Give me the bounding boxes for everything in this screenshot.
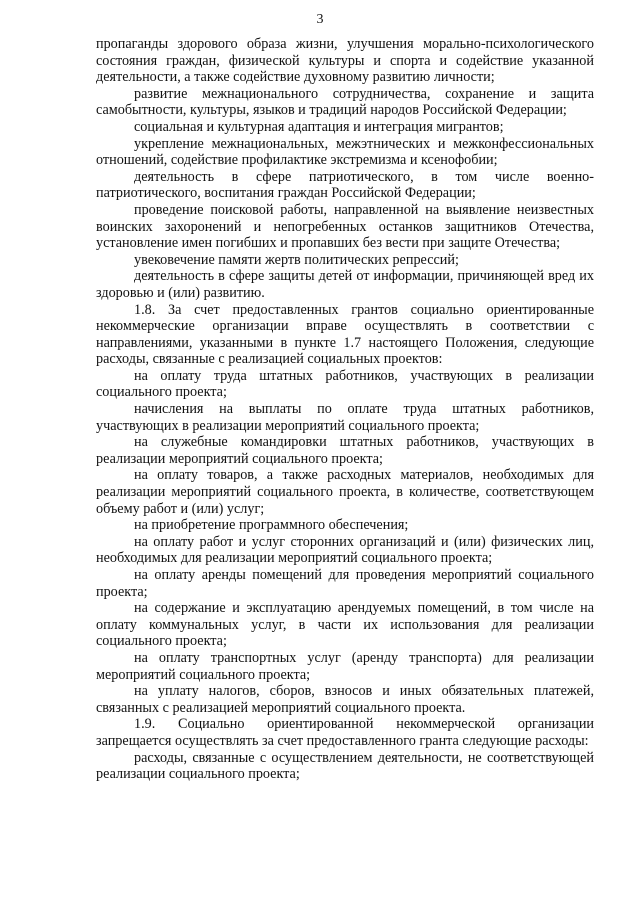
- section-paragraph-1-9: 1.9. Социально ориентированной некоммерческой организации запрещается осуществлять за счет предоставленного гранта следующие расходы:: [96, 716, 594, 749]
- paragraph: на оплату аренды помещений для проведения мероприятий социального проекта;: [96, 567, 594, 600]
- paragraph: развитие межнационального сотрудничества, сохранение и защита самобытности, культуры, языков и традиций народов Российской Федерации;: [96, 85, 594, 119]
- paragraph: деятельность в сфере защиты детей от информации, причиняющей вред их здоровью и (или) развитию.: [96, 268, 594, 301]
- paragraph: на оплату работ и услуг сторонних организаций и (или) физических лиц, необходимых для реализации мероприятий социального проекта;: [96, 533, 594, 567]
- paragraph: увековечение памяти жертв политических репрессий;: [134, 251, 459, 268]
- document-body: [96, 36, 594, 783]
- paragraph: на оплату транспортных услуг (аренду транспорта) для реализации мероприятий социального проекта;: [96, 649, 594, 683]
- page-number: 3: [316, 12, 324, 27]
- paragraph: пропаганды здорового образа жизни, улучшения морально-психологического состояния граждан, физической культуры и спорта и содействие указанной деятельности, а также содействие духовному развитию личности;: [96, 36, 594, 86]
- paragraph: деятельность в сфере патриотического, в том числе военно-патриотического, воспитания граждан Российской Федерации;: [96, 168, 594, 202]
- paragraph: проведение поисковой работы, направленной на выявление неизвестных воинских захоронений и непогребенных останков защитников Отечества, установление имен погибших и пропавших без вести при защите Отечества;: [96, 201, 594, 252]
- paragraph: на содержание и эксплуатацию арендуемых помещений, в том числе на оплату коммунальных услуг, в части их использования для реализации социального проекта;: [96, 600, 594, 650]
- paragraph: расходы, связанные с осуществлением деятельности, не соответствующей реализации социального проекта;: [96, 749, 594, 783]
- paragraph: социальная и культурная адаптация и интеграция мигрантов;: [134, 118, 504, 135]
- paragraph: на служебные командировки штатных работников, участвующих в реализации мероприятий социального проекта;: [96, 434, 594, 467]
- section-paragraph-1-8: 1.8. За счет предоставленных грантов социально ориентированные некоммерческие организации вправе осуществлять в соответствии с направлениями, указанными в пункте 1.7 настоящего Положения, следующие расходы, связанные с реализацией социальных проектов:: [96, 301, 594, 368]
- paragraph: начисления на выплаты по оплате труда штатных работников, участвующих в реализации мероприятий социального проекта;: [96, 401, 594, 434]
- paragraph: на оплату труда штатных работников, участвующих в реализации социального проекта;: [96, 367, 594, 401]
- paragraph: укрепление межнациональных, межэтнических и межконфессиональных отношений, содействие профилактике экстремизма и ксенофобии;: [96, 135, 594, 169]
- paragraph: на уплату налогов, сборов, взносов и иных обязательных платежей, связанных с реализацией мероприятий социального проекта.: [96, 683, 594, 716]
- paragraph: на приобретение программного обеспечения;: [134, 517, 409, 534]
- paragraph: на оплату товаров, а также расходных материалов, необходимых для реализации мероприятий социального проекта, в количестве, соответствующем объему работ и (или) услуг;: [96, 467, 594, 517]
